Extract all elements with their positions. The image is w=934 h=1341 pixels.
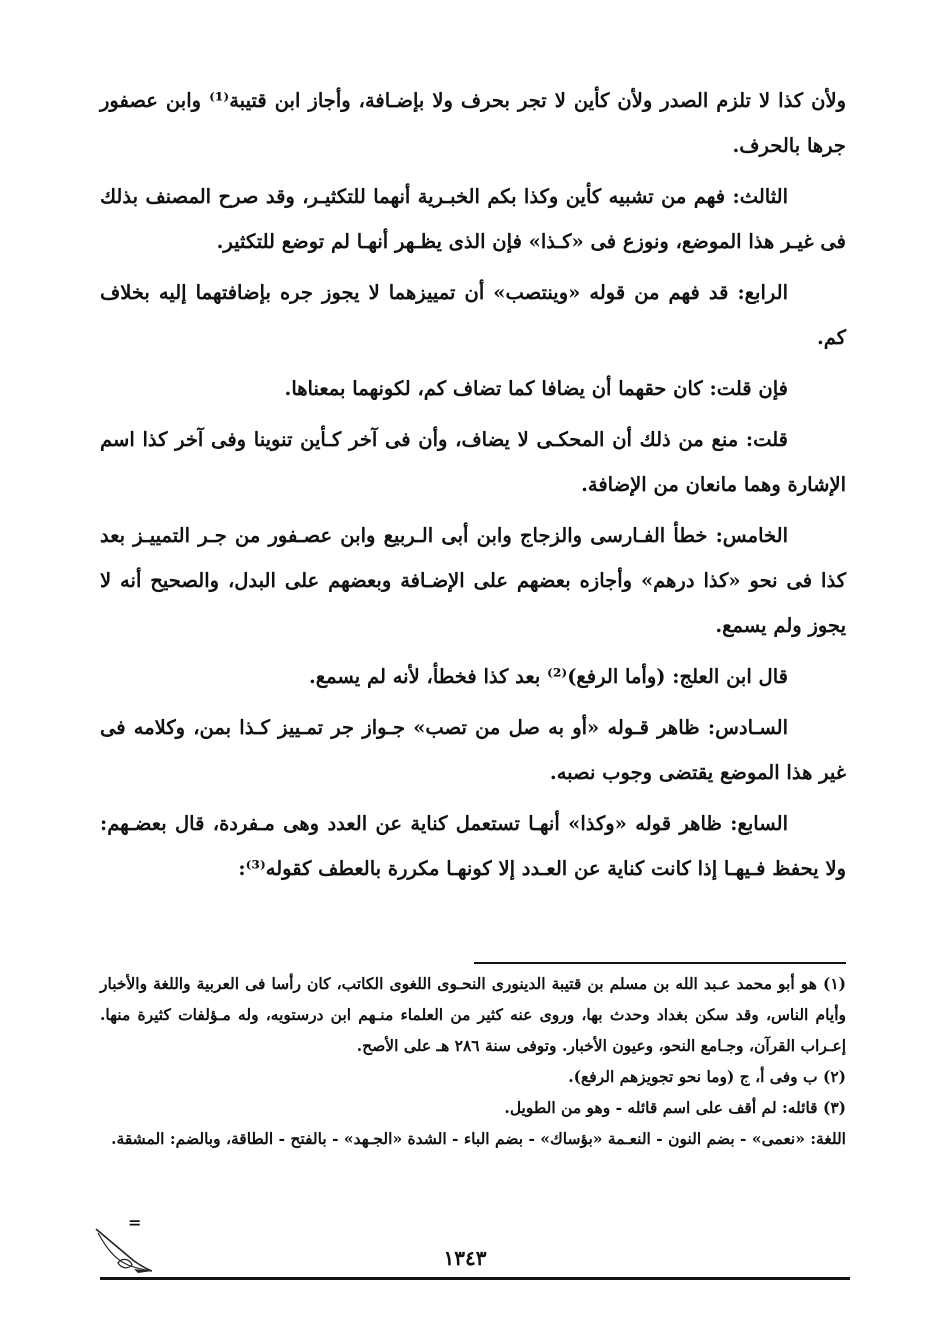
paragraph-text: كان حقهما أن يضافا كما تضاف كم، لكونهما بمعناها. [284, 377, 710, 400]
paragraph-7 [100, 654, 846, 699]
paragraph-9 [100, 801, 846, 891]
paragraph-lead: الثالث: [732, 185, 788, 208]
paragraph-text: (وأما الرفع)⁽²⁾ بعد كذا فخطأ، لأنه لم يسمع. [308, 665, 673, 688]
paragraph-text: منع من ذلك أن المحكـى لا يضاف، وأن فى آخر كـأين تنوينا وفى آخر كذا اسم الإشارة وهما مانعان من الإضافة. [100, 428, 846, 496]
main-text [100, 78, 846, 897]
paragraph-4 [100, 366, 846, 411]
paragraph-5 [100, 417, 846, 507]
paragraph-lead: قال ابن العلج: [672, 665, 788, 688]
paragraph-1 [100, 78, 846, 168]
paragraph-text: فهم من تشبيه كأين وكذا بكم الخبـرية أنهما للتكثيـر، وقد صرح المصنف بذلك فى غيـر هذا الموضع، ونوزع فى «كـذا» فإن الذى يظـهر أنهـا لم توضع للتكثير. [100, 185, 846, 253]
bottom-rule [100, 1277, 850, 1280]
footnotes [100, 968, 846, 1154]
paragraph-lead: الخامس: [715, 524, 788, 547]
paragraph-3 [100, 270, 846, 360]
footnote-2: (٢) ب وفى أ، ج (وما نحو تجويزهم الرفع). [568, 1067, 846, 1086]
footnote-3: (٣) قائله: لم أقف على اسم قائله - وهو من الطويل. [504, 1098, 846, 1117]
paragraph-text: ظاهر قـوله «أو به صل من تصب» جـواز جر تمـييز كـذا بمن، وكلامه فى غير هذا الموضع يقتضى وجوب نصبه. [100, 716, 846, 784]
page-number: ١٣٤٣ [443, 1246, 487, 1270]
paragraph-lead: فإن قلت: [709, 377, 788, 400]
quill-ornament-icon [88, 1225, 158, 1275]
paragraph-6 [100, 513, 846, 648]
paragraph-lead: قلت: [745, 428, 788, 451]
paragraph-lead: السـادس: [707, 716, 788, 739]
footnote-1: (١) هو أبو محمد عـبد الله بن مسلم بن قتيبة الدينورى النحـوى اللغوى الكاتب، كان رأسا فى العربية واللغة والأخبار وأيام الناس، وقد سكن بغداد وحدث بها، وروى عنه كثير من العلماء منـهم ابن درستويه، وله مـؤلفات كثيرة منها. إعـراب القرآن، وجـامع النحو، وعيون الأخبار. وتوفى سنة ٢٨٦ هـ على الأصح. [100, 974, 846, 1055]
footnote-divider [474, 962, 846, 964]
continuation-mark: = [128, 1213, 142, 1232]
paragraph-text: خطأ الفـارسى والزجاج وابن أبى الـربيع وابن عصـفور من جـر التمييـز بعد كذا فى نحو «كذا درهم» وأجازه بعضهم على الإضـافة وبعضهم على البدل، والصحيح أنه لا يجوز ولم يسمع. [100, 524, 846, 637]
paragraph-text: قد فهم من قوله «وينتصب» أن تمييزهما لا يجوز جره بإضافتهما إليه بخلاف كم. [100, 281, 846, 349]
paragraph-lead: السابع: [730, 812, 788, 835]
paragraph-text: ظاهر قوله «وكذا» أنهـا تستعمل كناية عن العدد وهى مـفردة، قال بعضـهم: ولا يحفظ فـيهـا إذا كانت كناية عن العـدد إلا كونهـا مكررة بالعطف كقوله⁽³⁾: [100, 812, 846, 880]
paragraph-2 [100, 174, 846, 264]
paragraph-8 [100, 705, 846, 795]
paragraph-lead: الرابع: [737, 281, 788, 304]
paragraph-text: ولأن كذا لا تلزم الصدر ولأن كأين لا تجر بحرف ولا بإضـافة، وأجاز ابن قتيبة⁽¹⁾ وابن عصفور جرها بالحرف. [100, 89, 846, 157]
footnote-language-note: اللغة: «نعمى» - بضم النون - النعـمة «بؤساك» - بضم الباء - الشدة «الجـهد» - بالفتح - الطاقة، وبالضم: المشقة. [111, 1129, 846, 1148]
